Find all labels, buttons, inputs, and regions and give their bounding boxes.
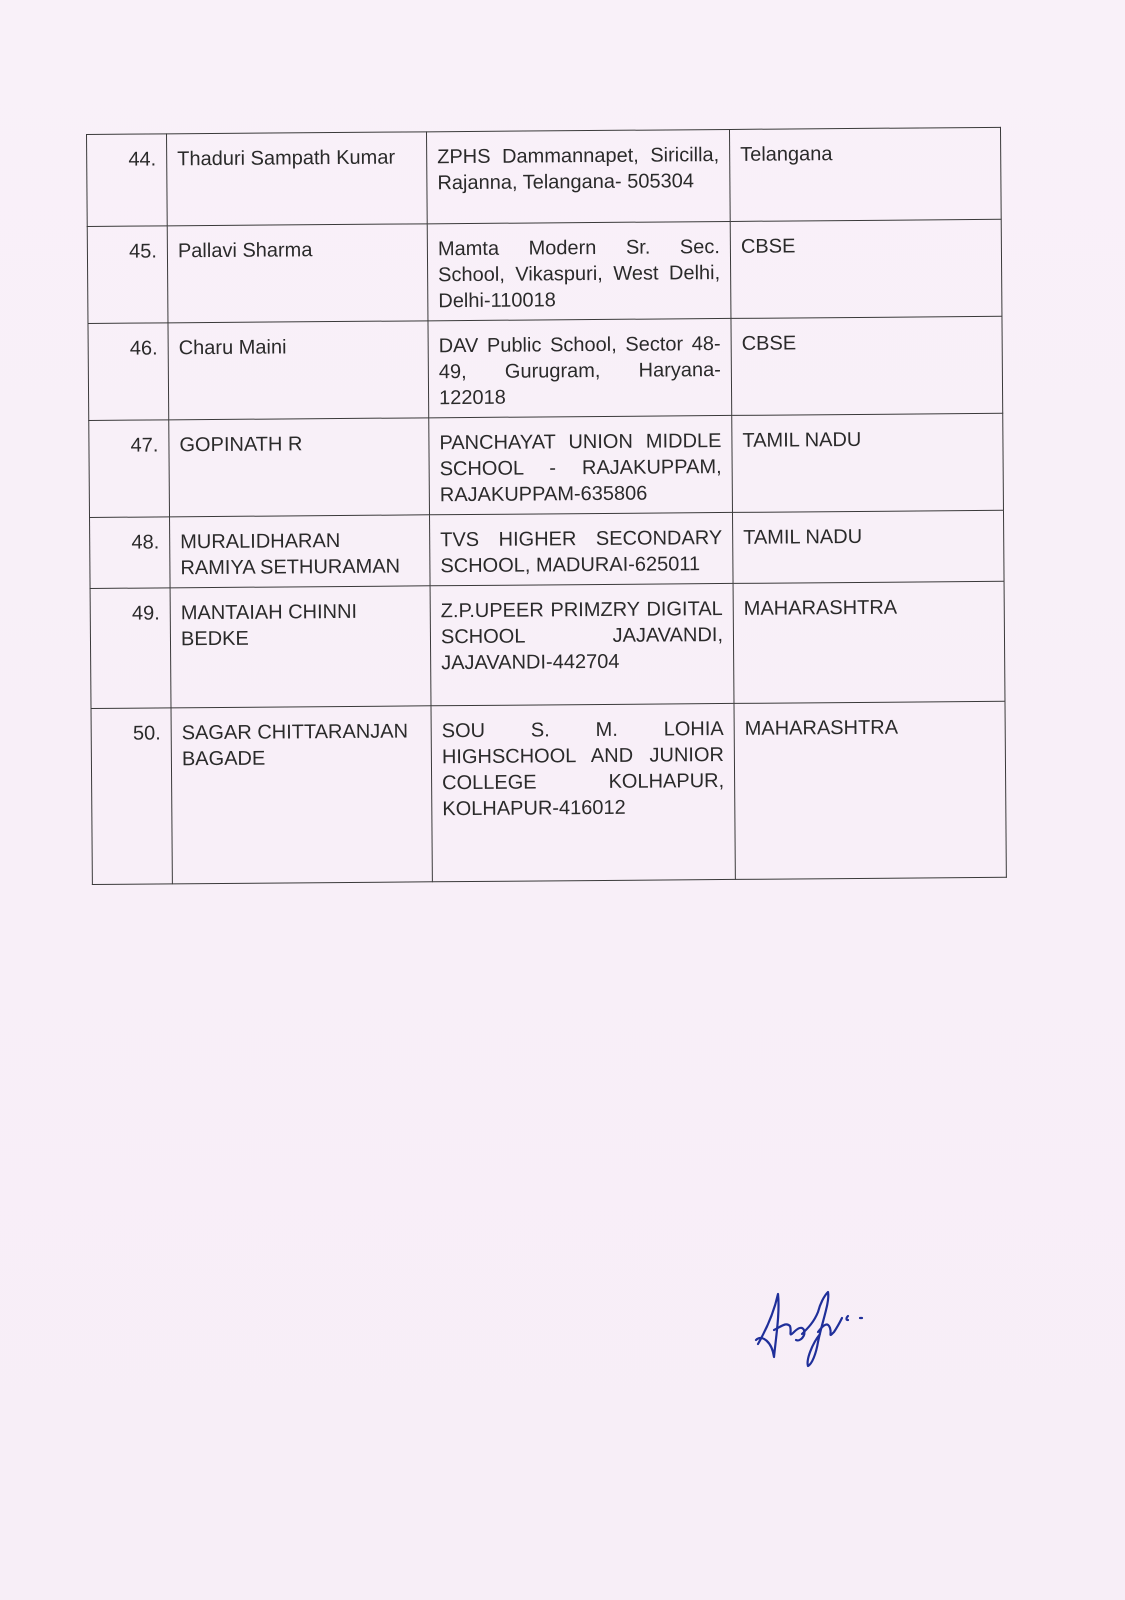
table-row (90, 510, 1005, 588)
state-board: Telangana (729, 127, 1001, 221)
serial-number: 50. (91, 708, 172, 885)
table-row (89, 413, 1004, 517)
serial-number: 49. (90, 588, 171, 709)
teacher-name: SAGAR CHITTARANJAN BAGADE (171, 706, 432, 884)
table-row (87, 127, 1002, 226)
awardee-table-wrapper (86, 127, 1006, 885)
school-address: PANCHAYAT UNION MIDDLE SCHOOL - RAJAKUPPAM, RAJAKUPPAM-635806 (429, 415, 733, 514)
school-address: SOU S. M. LOHIA HIGHSCHOOL AND JUNIOR COLLEGE KOLHAPUR, KOLHAPUR-416012 (431, 703, 735, 881)
state-board: TAMIL NADU (732, 510, 1004, 583)
teacher-name: GOPINATH R (169, 418, 430, 517)
table-row (88, 316, 1003, 420)
awardee-table (86, 127, 1007, 885)
serial-number: 45. (87, 226, 168, 324)
handwritten-signature-icon (752, 1282, 872, 1372)
teacher-name: MANTAIAH CHINNI BEDKE (170, 586, 431, 708)
school-address: TVS HIGHER SECONDARY SCHOOL, MADURAI-625011 (430, 512, 734, 585)
school-address: Mamta Modern Sr. Sec. School, Vikaspuri, West Delhi, Delhi-110018 (427, 221, 731, 320)
table-row (91, 701, 1006, 884)
state-board: TAMIL NADU (732, 413, 1004, 512)
teacher-name: Pallavi Sharma (167, 224, 428, 323)
state-board: MAHARASHTRA (734, 701, 1006, 879)
school-address: DAV Public School, Sector 48-49, Gurugram, Haryana-122018 (428, 318, 732, 417)
school-address: ZPHS Dammannapet, Siricilla, Rajanna, Telangana- 505304 (426, 129, 730, 223)
school-address: Z.P.UPEER PRIMZRY DIGITAL SCHOOL JAJAVANDI, JAJAVANDI-442704 (430, 583, 734, 705)
serial-number: 46. (88, 323, 169, 421)
table-row (87, 219, 1002, 323)
serial-number: 48. (90, 517, 171, 589)
serial-number: 44. (87, 134, 168, 227)
table-row (90, 581, 1005, 708)
teacher-name: MURALIDHARAN RAMIYA SETHURAMAN (170, 515, 431, 588)
teacher-name: Charu Maini (168, 321, 429, 420)
state-board: CBSE (731, 316, 1003, 415)
teacher-name: Thaduri Sampath Kumar (167, 132, 428, 226)
state-board: MAHARASHTRA (733, 581, 1005, 703)
state-board: CBSE (730, 219, 1002, 318)
serial-number: 47. (89, 420, 170, 518)
